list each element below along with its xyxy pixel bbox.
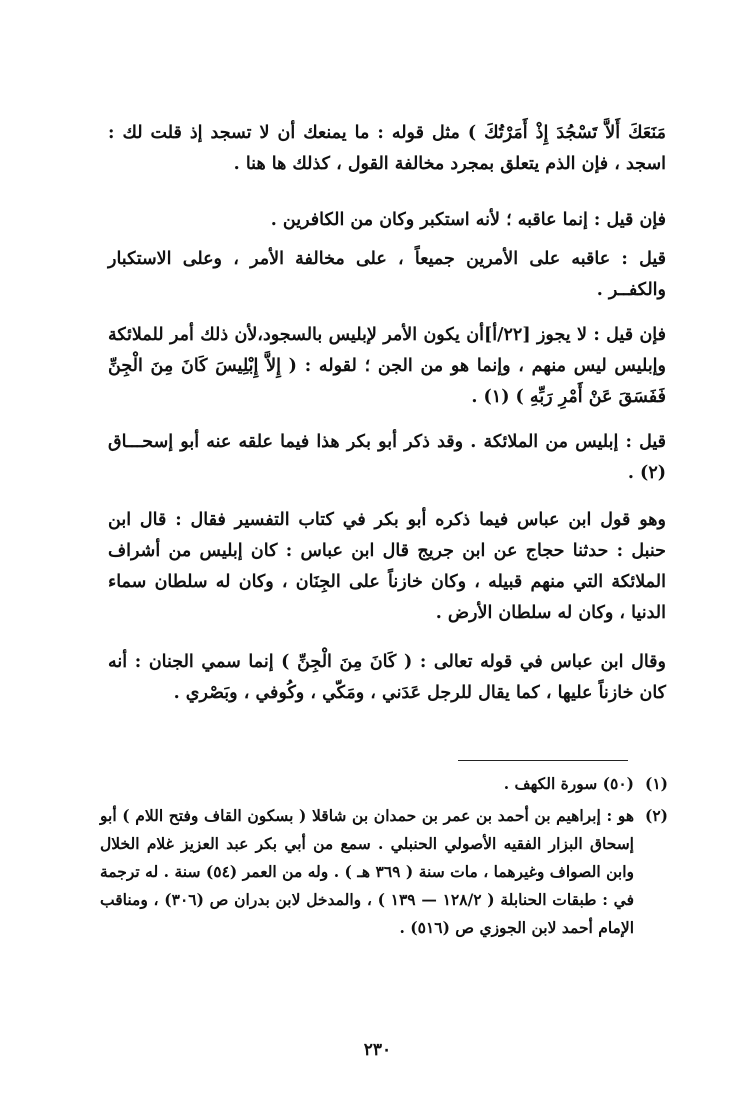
- paragraph-5: [108, 427, 666, 489]
- paragraph-3: [108, 244, 666, 306]
- footnote-2: [100, 802, 668, 942]
- paragraph-text: فإن قيل : لا يجوز [٢٢/أ]أن يكون الأمر لإبليس بالسجود،لأن ذلك أمر للملائكة وإبليس ليس منهم ، وإنما هو من الجن ؛ لقوله : ( إِلاَّ إِبْلِيسَ كَانَ مِنَ الْجِنِّ فَفَسَقَ عَنْ أَمْرِ رَبِّهِ ) (١) .: [108, 325, 666, 407]
- paragraph-text: وهو قول ابن عباس فيما ذكره أبو بكر في كتاب التفسير فقال : قال ابن حنبل : حدثنا حجاج عن ابن جريج قال ابن عباس : كان إبليس من أشراف الملائكة التي منهم قبيله ، وكان خازناً على الجِنَان ، وكان له سلطان سماء الدنيا ، وكان له سلطان الأرض .: [108, 510, 666, 623]
- footnote-1: [100, 770, 668, 798]
- footnote-number: (٢): [644, 806, 668, 825]
- footnotes: [100, 770, 668, 942]
- paragraph-7: [108, 647, 666, 709]
- paragraph-text: مَنَعَكَ أَلاَّ تَسْجُدَ إِذْ أَمَرْتُكَ ) مثل قوله : ما يمنعك أن لا تسجد إذ قلت لك : اسجد ، فإن الذم يتعلق بمجرد مخالفة القول ، كذلك ها هنا .: [108, 123, 666, 174]
- paragraph-4: [108, 320, 666, 413]
- paragraph-6: [108, 505, 666, 629]
- paragraph-1: [108, 118, 666, 180]
- paragraph-text: قيل : عاقبه على الأمرين جميعاً ، على مخالفة الأمر ، وعلى الاستكبار والكفــر .: [108, 249, 666, 300]
- page-number: ٢٣٠: [363, 1040, 392, 1060]
- paragraph-text: فإن قيل : إنما عاقبه ؛ لأنه استكبر وكان من الكافرين .: [270, 210, 666, 230]
- paragraph-2: [108, 205, 666, 236]
- footnote-text: (٥٠) سورة الكهف .: [503, 774, 634, 793]
- paragraph-text: وقال ابن عباس في قوله تعالى : ( كَانَ مِنَ الْجِنِّ ) إنما سمي الجنان : أنه كان خازناً عليها ، كما يقال للرجل عَدَني ، ومَكّي ، وكُوفي ، وبَصْري .: [108, 652, 666, 703]
- paragraph-text: قيل : إبليس من الملائكة . وقد ذكر أبو بكر هذا فيما علقه عنه أبو إسحـــاق (٢) .: [108, 432, 666, 483]
- footnote-text: هو : إبراهيم بن أحمد بن عمر بن حمدان بن شاقلا ( بسكون القاف وفتح اللام ) أبو إسحاق البزار الفقيه الأصولي الحنبلي . سمع من أبي بكر عبد العزيز غلام الخلال وابن الصواف وغيرهما ، مات سنة ( ٣٦٩ هـ ) . وله من العمر (٥٤) سنة . له ترجمة في : طبقات الحنابلة ( ١٢٨/٢ — ١٣٩ ) ، والمدخل لابن بدران ص (٣٠٦) ، ومناقب الإمام أحمد لابن الجوزي ص (٥١٦) .: [100, 806, 634, 937]
- footnote-number: (١): [644, 774, 668, 793]
- footnote-separator: [458, 760, 628, 761]
